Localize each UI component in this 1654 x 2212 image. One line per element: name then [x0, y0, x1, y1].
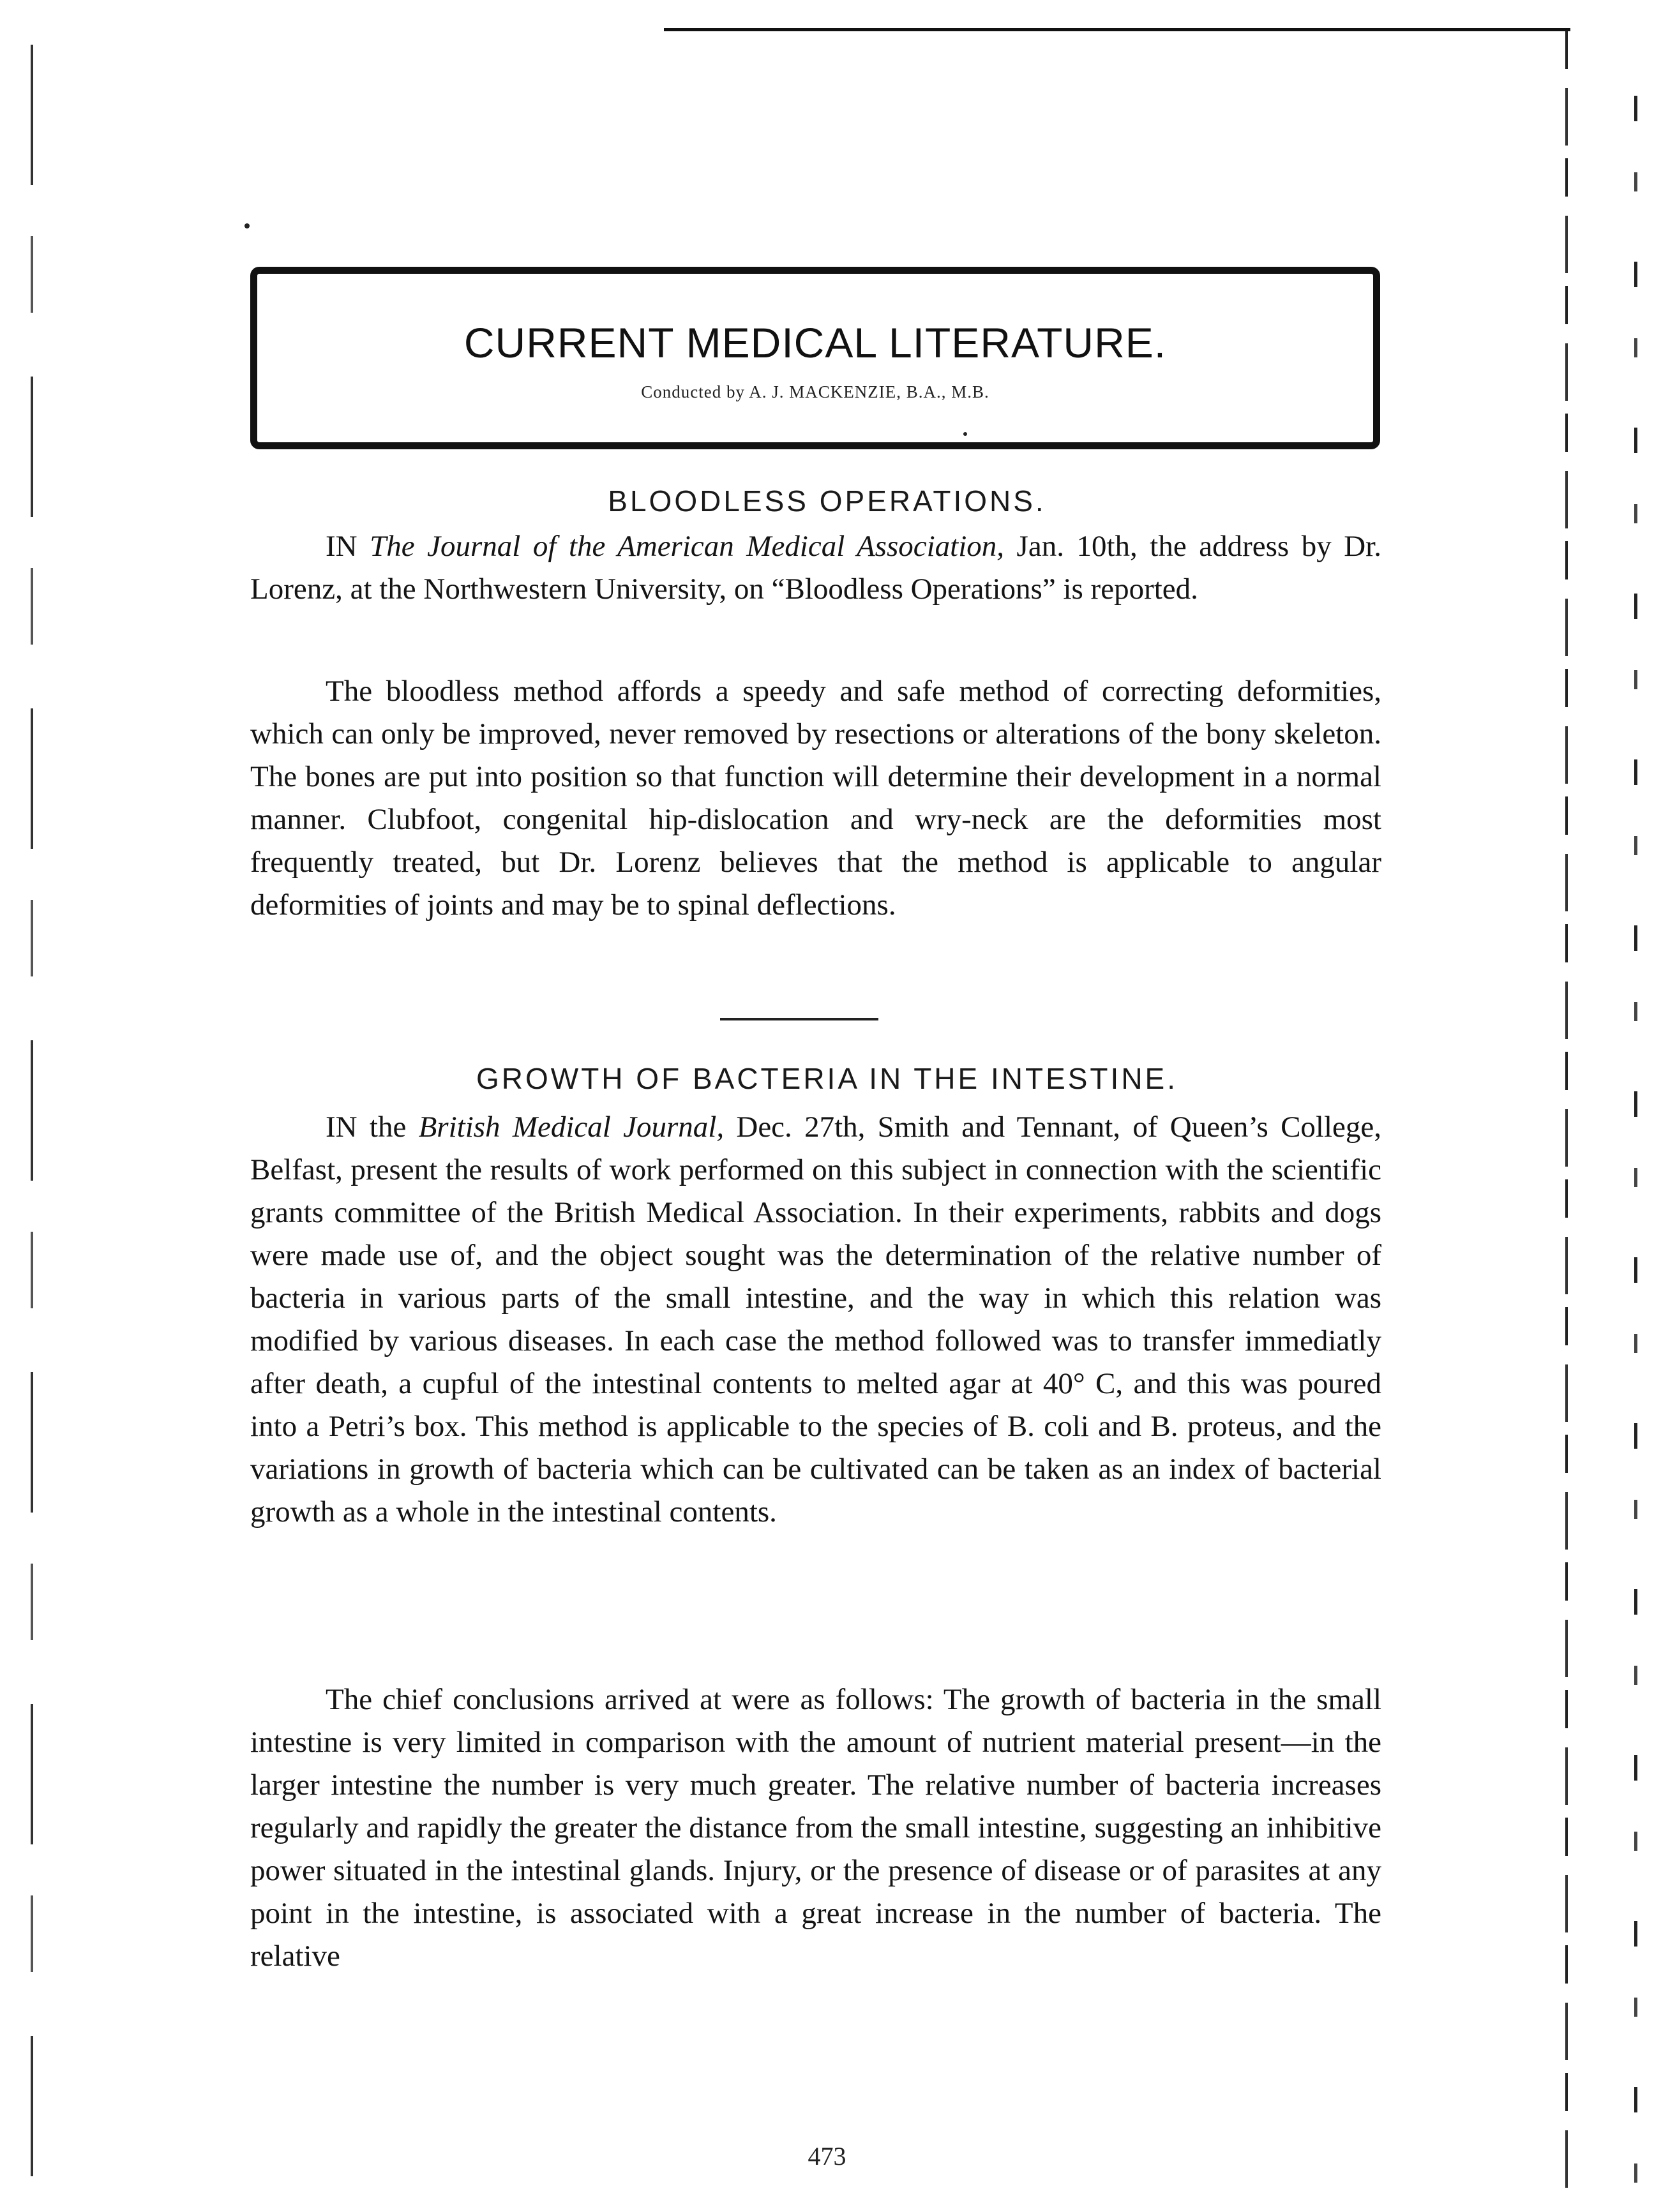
paragraph-lead: IN — [326, 1110, 357, 1144]
paragraph-lead: IN — [326, 530, 357, 563]
article-paragraph: The chief conclusions arrived at were as follows: The growth of bacteria in the small intestine is very limited in comparison with the amount of nutrient material present—in the larger intestine the number is very much greater. The relative number of bacteria increases regularly and rapidly the greater the distance from the small intestine, suggesting an inhibitive power situated in the intestinal glands. Injury, or the presence of disease or of parasites at any point in the intestine, is associated with a great increase in the number of bacteria. The relative — [250, 1683, 1381, 1973]
paragraph-text: Dec. 27th, Smith and Tennant, of Queen’s College, Belfast, present the results of work performed on this subject in connection with the scientific grants committee of the British Medical Association. In their experiments, rabbits and dogs were made use of, and the object sought was the determination of the relative number of bacteria in various parts of the small intestine, and the way in which this relation was modified by various diseases. In each case the method followed was to transfer immediatly after death, a cupful of the intestinal contents to melted agar at 40° C, and this was poured into a Petri’s box. This method is applicable to the species of B. coli and B. proteus, and the variations in growth of bacteria which can be cultivated can be taken as an index of bacterial growth as a whole in the intestinal contents. — [250, 1110, 1382, 1528]
scan-edge-rule-far-right — [1634, 96, 1637, 2202]
conducted-by-line: Conducted by A. J. MACKENZIE, B.A., M.B. — [641, 382, 989, 401]
journal-title: The Journal of the American Medical Association, — [370, 530, 1005, 563]
article-heading-growth-of-bacteria: GROWTH OF BACTERIA IN THE INTESTINE. — [476, 1062, 1178, 1095]
scan-speck — [244, 223, 250, 228]
paragraph-text: Jan. 10th, the address by Dr. Lorenz, at the Northwestern University, on “Bloodless Operations” is reported. — [250, 530, 1381, 606]
article-paragraph: The bloodless method affords a speedy and safe method of correcting deformities, which can only be improved, never removed by resections or alterations of the bony skeleton. The bones are put into position so that function will determine their development in a normal manner. Clubfoot, congenital hip-dislocation and wry-neck are the deformities most frequently treated, but Dr. Lorenz believes that the method is applicable to angular deformities of joints and may be to spinal deflections. — [250, 675, 1381, 922]
scan-edge-rule-right — [1565, 31, 1568, 2201]
section-title: CURRENT MEDICAL LITERATURE. — [463, 319, 1167, 366]
article-heading-bloodless-operations: BLOODLESS OPERATIONS. — [608, 484, 1046, 518]
article-divider — [720, 1018, 878, 1020]
page-number: 473 — [808, 2142, 846, 2171]
scan-edge-rule-top — [664, 28, 1570, 31]
paragraph-pre: the — [357, 1110, 419, 1144]
article-paragraph — [250, 525, 1381, 611]
article-paragraph — [250, 1106, 1381, 1534]
journal-title: British Medical Journal, — [418, 1110, 725, 1144]
scan-edge-rule-left — [31, 45, 33, 2202]
title-box-dot — [963, 432, 967, 436]
section-title-box — [250, 267, 1380, 449]
